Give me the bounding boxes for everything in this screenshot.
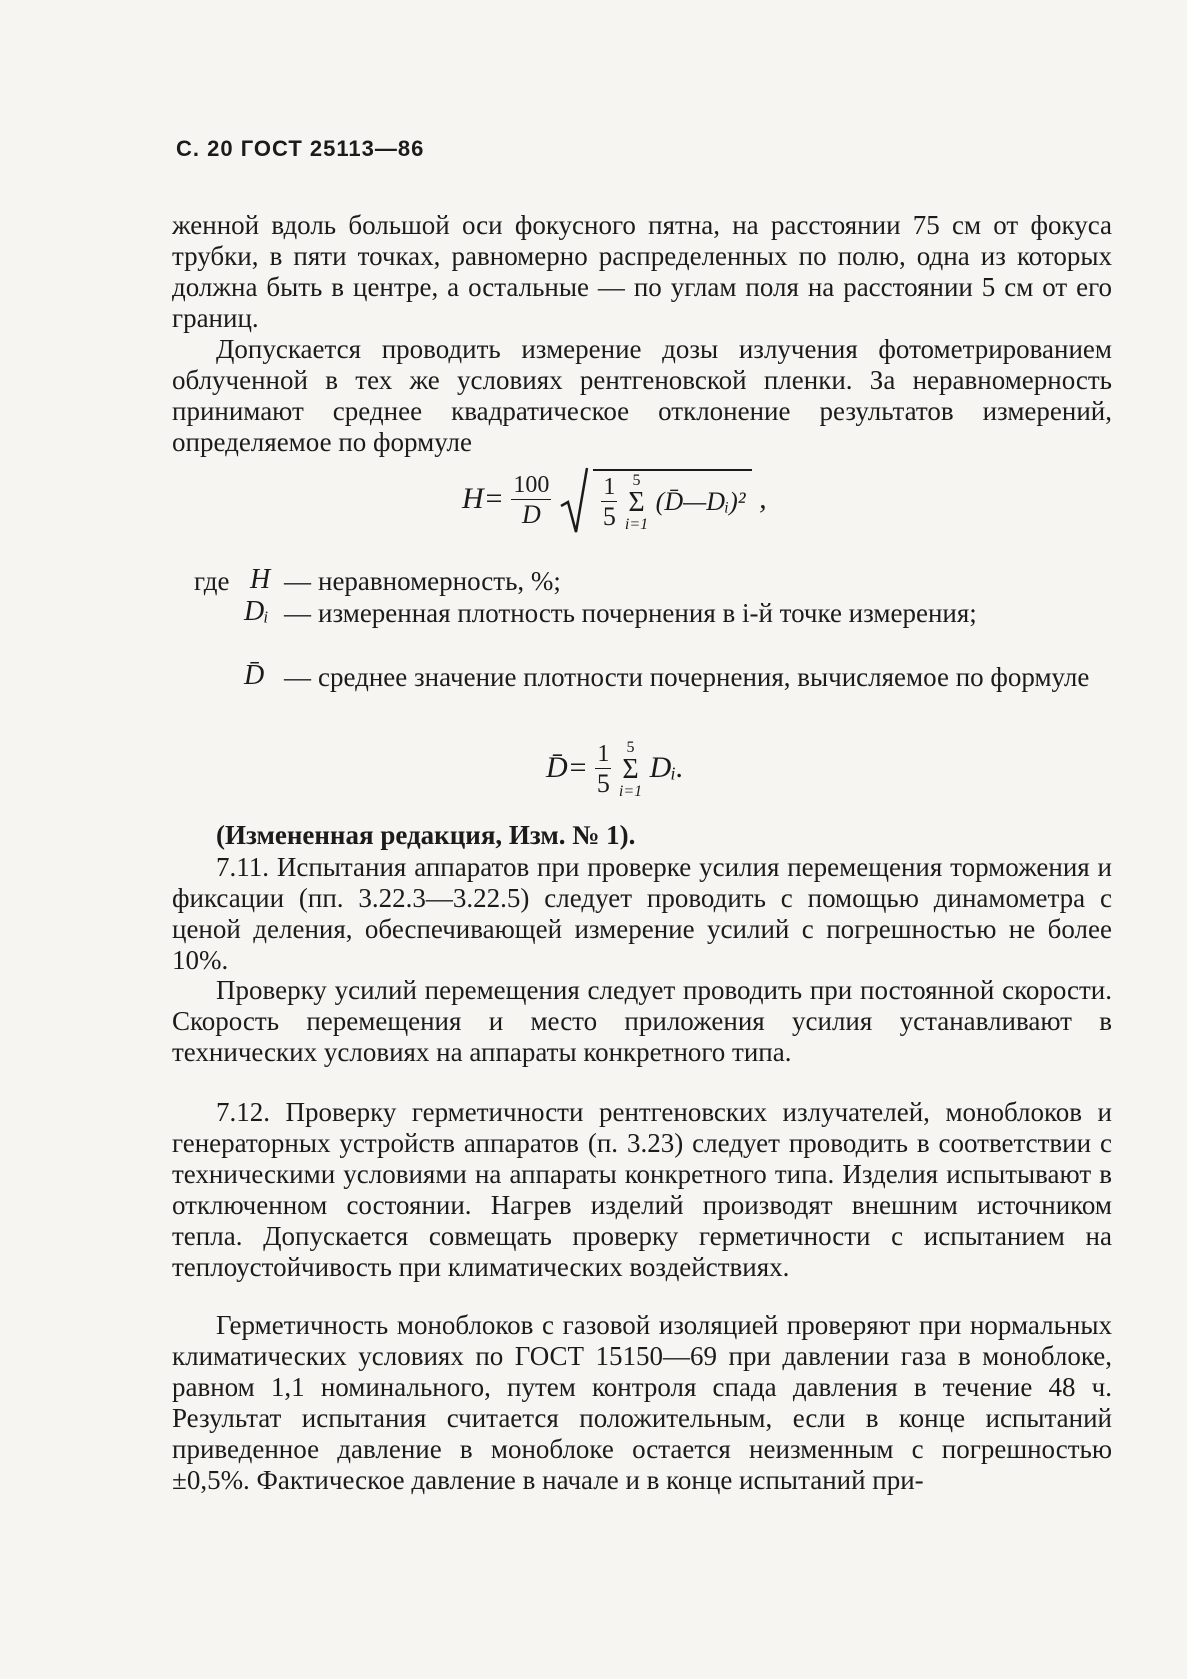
- formula2-sum: [619, 740, 642, 800]
- where-h-text: неравномерность, %;: [318, 566, 561, 596]
- where-di-symbol: Dᵢ: [244, 596, 269, 627]
- where-dbar-text: среднее значение плотности почернения, вычисляемое по формуле: [318, 662, 1090, 692]
- formula1-inner-num: 1: [603, 474, 616, 500]
- sqrt-icon: [559, 466, 589, 536]
- paragraph-2: Допускается проводить измерение дозы излучения фотометрированием облученной в тех же условиях рентгеновской пленки. За неравномерность принимают среднее квадратическое отклонение результатов измерений, определяемое по формуле: [172, 334, 1112, 457]
- page-header: С. 20 ГОСТ 25113—86: [176, 136, 425, 161]
- formula2-body: Dᵢ.: [649, 750, 684, 784]
- edit-note: (Измененная редакция, Изм. № 1).: [216, 820, 636, 850]
- formula2-lhs: D̄=: [546, 750, 588, 784]
- paragraph-7-12-cont: Герметичность моноблоков с газовой изоляцией проверяют при нормальных климатических условиях по ГОСТ 15150—69 при давлении газа в моноблоке, равном 1,1 номинального, путем контроля спада давления в течение 48 ч. Результат испытания считается положительным, если в конце испытаний приведенное давление в моноблоке остается неизменным с погрешностью ±0,5%. Фактическое давление в начале и в конце испытаний при-: [172, 1310, 1112, 1495]
- paragraph-1: женной вдоль большой оси фокусного пятна, на расстоянии 75 см от фокуса трубки, в пяти точках, равномерно распределенных по полю, одна из которых должна быть в центре, а остальные — по углам поля на расстоянии 5 см от его границ.: [172, 210, 1112, 333]
- where-h-symbol: H: [250, 564, 271, 595]
- formula1-sum-bottom: i=1: [624, 516, 649, 533]
- formula1-num: 100: [513, 472, 550, 498]
- where-word: где: [194, 566, 230, 596]
- formula2-den: 5: [596, 769, 610, 798]
- where-di-dash: —: [284, 598, 311, 628]
- formula1-lhs: H=: [462, 481, 504, 515]
- where-dbar-symbol: D̄: [244, 660, 265, 691]
- formula1-sum-top: 5: [632, 472, 641, 489]
- where-h-dash: —: [284, 566, 311, 596]
- formula2-sum-top: 5: [626, 739, 635, 756]
- formula2-sum-bottom: i=1: [618, 783, 643, 800]
- where-dbar-dash: —: [284, 662, 311, 692]
- formula1-inner-den: 5: [602, 502, 616, 531]
- formula-mean-density: [546, 740, 684, 800]
- formula1-radicand: [593, 469, 751, 533]
- where-di-text: измеренная плотность почернения в i-й точке измерения;: [318, 598, 977, 628]
- formula2-num: 1: [597, 741, 610, 767]
- sigma-icon: Σ: [622, 754, 639, 785]
- formula1-tail: ,: [759, 481, 767, 515]
- formula1-body: (D̄—Dᵢ)²: [655, 486, 746, 516]
- formula2-fraction: [595, 741, 611, 799]
- sigma-icon: Σ: [628, 487, 645, 518]
- formula1-den: D: [522, 500, 541, 529]
- formula1-fraction: [511, 472, 551, 530]
- paragraph-7-12: 7.12. Проверку герметичности рентгеновских излучателей, моноблоков и генераторных устройств аппаратов (п. 3.23) следует проводить в соответствии с техническими условиями на аппараты конкретного типа. Изделия испытывают в отключенном состоянии. Нагрев изделий производят внешним источником тепла. Допускается совмещать проверку герметичности с испытанием на теплоустойчивость при климатических воздействиях.: [172, 1097, 1112, 1282]
- formula-nonuniformity: [462, 466, 767, 536]
- formula1-sum: [625, 473, 648, 533]
- formula1-inner-fraction: [601, 474, 617, 532]
- paragraph-7-11: 7.11. Испытания аппаратов при проверке усилия перемещения торможения и фиксации (пп. 3.22.3—3.22.5) следует проводить с помощью динамометра с ценой деления, обеспечивающей измерение усилий с погрешностью не более 10%.: [172, 852, 1112, 975]
- paragraph-7-11-cont: Проверку усилий перемещения следует проводить при постоянной скорости. Скорость перемещения и место приложения усилия устанавливают в технических условиях на аппараты конкретного типа.: [172, 975, 1112, 1067]
